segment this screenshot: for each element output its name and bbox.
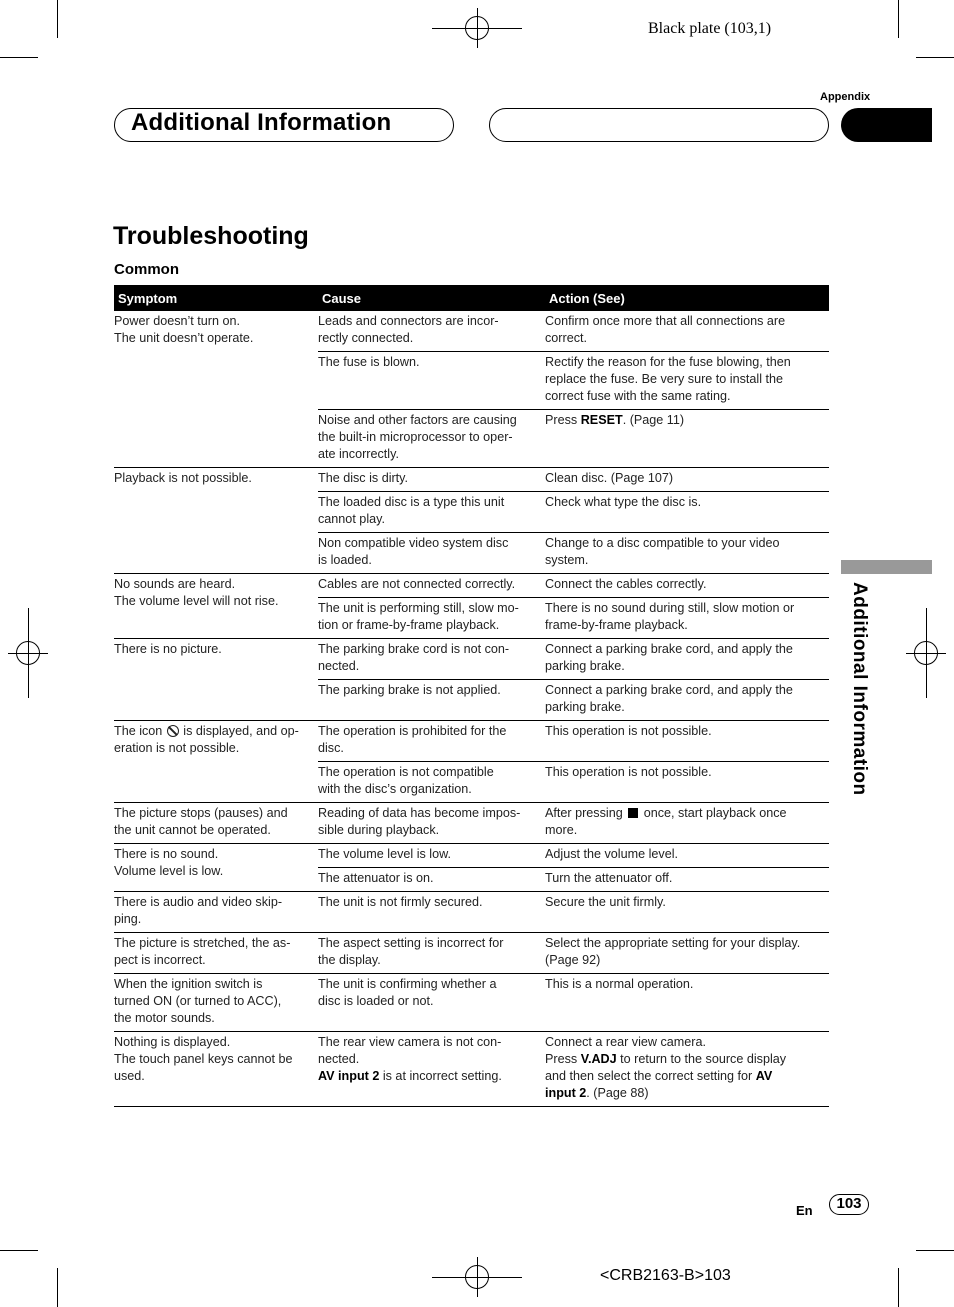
table-row <box>114 892 829 933</box>
registration-circle <box>914 641 938 665</box>
crop-mark <box>57 1268 58 1307</box>
cause-cell: The fuse is blown. <box>318 352 545 410</box>
registration-circle <box>465 1265 489 1289</box>
cause-cell: The parking brake is not applied. <box>318 680 545 721</box>
cause-cell: Reading of data has become impos- sible during playback. <box>318 803 545 844</box>
symptom-cell: Nothing is displayed. The touch panel keys cannot be used. <box>114 1032 318 1107</box>
empty-header-pill <box>489 108 829 142</box>
table-header-row <box>114 285 829 311</box>
table-row <box>114 933 829 974</box>
action-cell: Select the appropriate setting for your display. (Page 92) <box>545 933 829 974</box>
language-label: En <box>796 1203 813 1218</box>
registration-circle <box>16 641 40 665</box>
cause-cell: The parking brake cord is not con- nected. <box>318 639 545 680</box>
section-title: Additional Information <box>131 109 392 136</box>
cause-cell: The aspect setting is incorrect for the display. <box>318 933 545 974</box>
action-cell: Secure the unit firmly. <box>545 892 829 933</box>
cause-cell: The unit is confirming whether a disc is loaded or not. <box>318 974 545 1032</box>
crop-mark <box>916 57 954 58</box>
action-cell: Press RESET. (Page 11) <box>545 410 829 468</box>
header-symptom: Symptom <box>114 285 318 311</box>
symptom-cell: The picture is stretched, the as- pect is incorrect. <box>114 933 318 974</box>
action-cell: This operation is not possible. <box>545 762 829 803</box>
cause-cell: Non compatible video system disc is loaded. <box>318 533 545 574</box>
action-cell: Connect a rear view camera. Press V.ADJ to return to the source display and then select the correct setting for AV input 2. (Page 88) <box>545 1032 829 1107</box>
table-row <box>114 803 829 844</box>
appendix-label: Appendix <box>820 91 871 103</box>
action-cell: Change to a disc compatible to your video system. <box>545 533 829 574</box>
table-row <box>114 974 829 1032</box>
cause-cell: Leads and connectors are incor- rectly connected. <box>318 311 545 352</box>
action-cell: Connect a parking brake cord, and apply the parking brake. <box>545 680 829 721</box>
crop-mark <box>898 1268 899 1307</box>
cause-cell: The unit is performing still, slow mo- tion or frame-by-frame playback. <box>318 598 545 639</box>
cause-cell: The disc is dirty. <box>318 468 545 492</box>
crop-mark <box>898 0 899 38</box>
symptom-cell: There is audio and video skip- ping. <box>114 892 318 933</box>
table-row <box>114 1032 829 1107</box>
action-cell: Adjust the volume level. <box>545 844 829 868</box>
table-row <box>114 721 829 762</box>
document-code: <CRB2163-B>103 <box>600 1267 731 1284</box>
symptom-cell: There is no picture. <box>114 639 318 721</box>
cause-cell: The attenuator is on. <box>318 868 545 892</box>
action-cell: There is no sound during still, slow motion or frame-by-frame playback. <box>545 598 829 639</box>
cause-cell: The loaded disc is a type this unit cannot play. <box>318 492 545 533</box>
action-cell: This is a normal operation. <box>545 974 829 1032</box>
cause-cell: The volume level is low. <box>318 844 545 868</box>
cause-cell: The unit is not firmly secured. <box>318 892 545 933</box>
action-cell: Rectify the reason for the fuse blowing, then replace the fuse. Be very sure to install the correct fuse with the same rating. <box>545 352 829 410</box>
symptom-cell: No sounds are heard. The volume level will not rise. <box>114 574 318 639</box>
table-row <box>114 311 829 352</box>
action-cell: After pressing once, start playback once more. <box>545 803 829 844</box>
page-number: 103 <box>829 1194 869 1215</box>
action-cell: Connect the cables correctly. <box>545 574 829 598</box>
header-cause: Cause <box>318 285 545 311</box>
cause-cell: Cables are not connected correctly. <box>318 574 545 598</box>
symptom-cell: The picture stops (pauses) and the unit cannot be operated. <box>114 803 318 844</box>
section-tab <box>841 108 932 142</box>
plate-label: Black plate (103,1) <box>648 20 772 37</box>
cause-cell: The operation is not compatible with the disc’s organization. <box>318 762 545 803</box>
symptom-cell: The icon is displayed, and op- eration is not possible. <box>114 721 318 803</box>
symptom-cell: There is no sound. Volume level is low. <box>114 844 318 892</box>
subsection-title: Common <box>114 261 179 278</box>
symptom-cell: Power doesn’t turn on. The unit doesn’t operate. <box>114 311 318 468</box>
troubleshooting-table <box>114 285 829 1107</box>
action-cell: Clean disc. (Page 107) <box>545 468 829 492</box>
table-row <box>114 574 829 598</box>
table-row <box>114 844 829 868</box>
cause-cell: The rear view camera is not con- nected. AV input 2 is at incorrect setting. <box>318 1032 545 1107</box>
table-row <box>114 468 829 492</box>
action-cell: Turn the attenuator off. <box>545 868 829 892</box>
action-cell: Connect a parking brake cord, and apply the parking brake. <box>545 639 829 680</box>
page-title: Troubleshooting <box>113 222 309 250</box>
cause-cell: Noise and other factors are causing the built-in microprocessor to oper- ate incorrectly. <box>318 410 545 468</box>
side-tab-bar <box>841 560 932 574</box>
crop-mark <box>57 0 58 38</box>
crop-mark <box>0 1250 38 1251</box>
header-action: Action (See) <box>545 285 829 311</box>
registration-circle <box>465 16 489 40</box>
side-tab-label: Additional Information <box>849 582 870 796</box>
action-cell: Confirm once more that all connections are correct. <box>545 311 829 352</box>
symptom-cell: When the ignition switch is turned ON (or turned to ACC), the motor sounds. <box>114 974 318 1032</box>
table-row <box>114 639 829 680</box>
cause-cell: The operation is prohibited for the disc. <box>318 721 545 762</box>
crop-mark <box>916 1250 954 1251</box>
symptom-cell: Playback is not possible. <box>114 468 318 574</box>
crop-mark <box>0 57 38 58</box>
prohibited-icon <box>167 725 179 737</box>
action-cell: This operation is not possible. <box>545 721 829 762</box>
action-cell: Check what type the disc is. <box>545 492 829 533</box>
stop-icon <box>628 808 638 818</box>
